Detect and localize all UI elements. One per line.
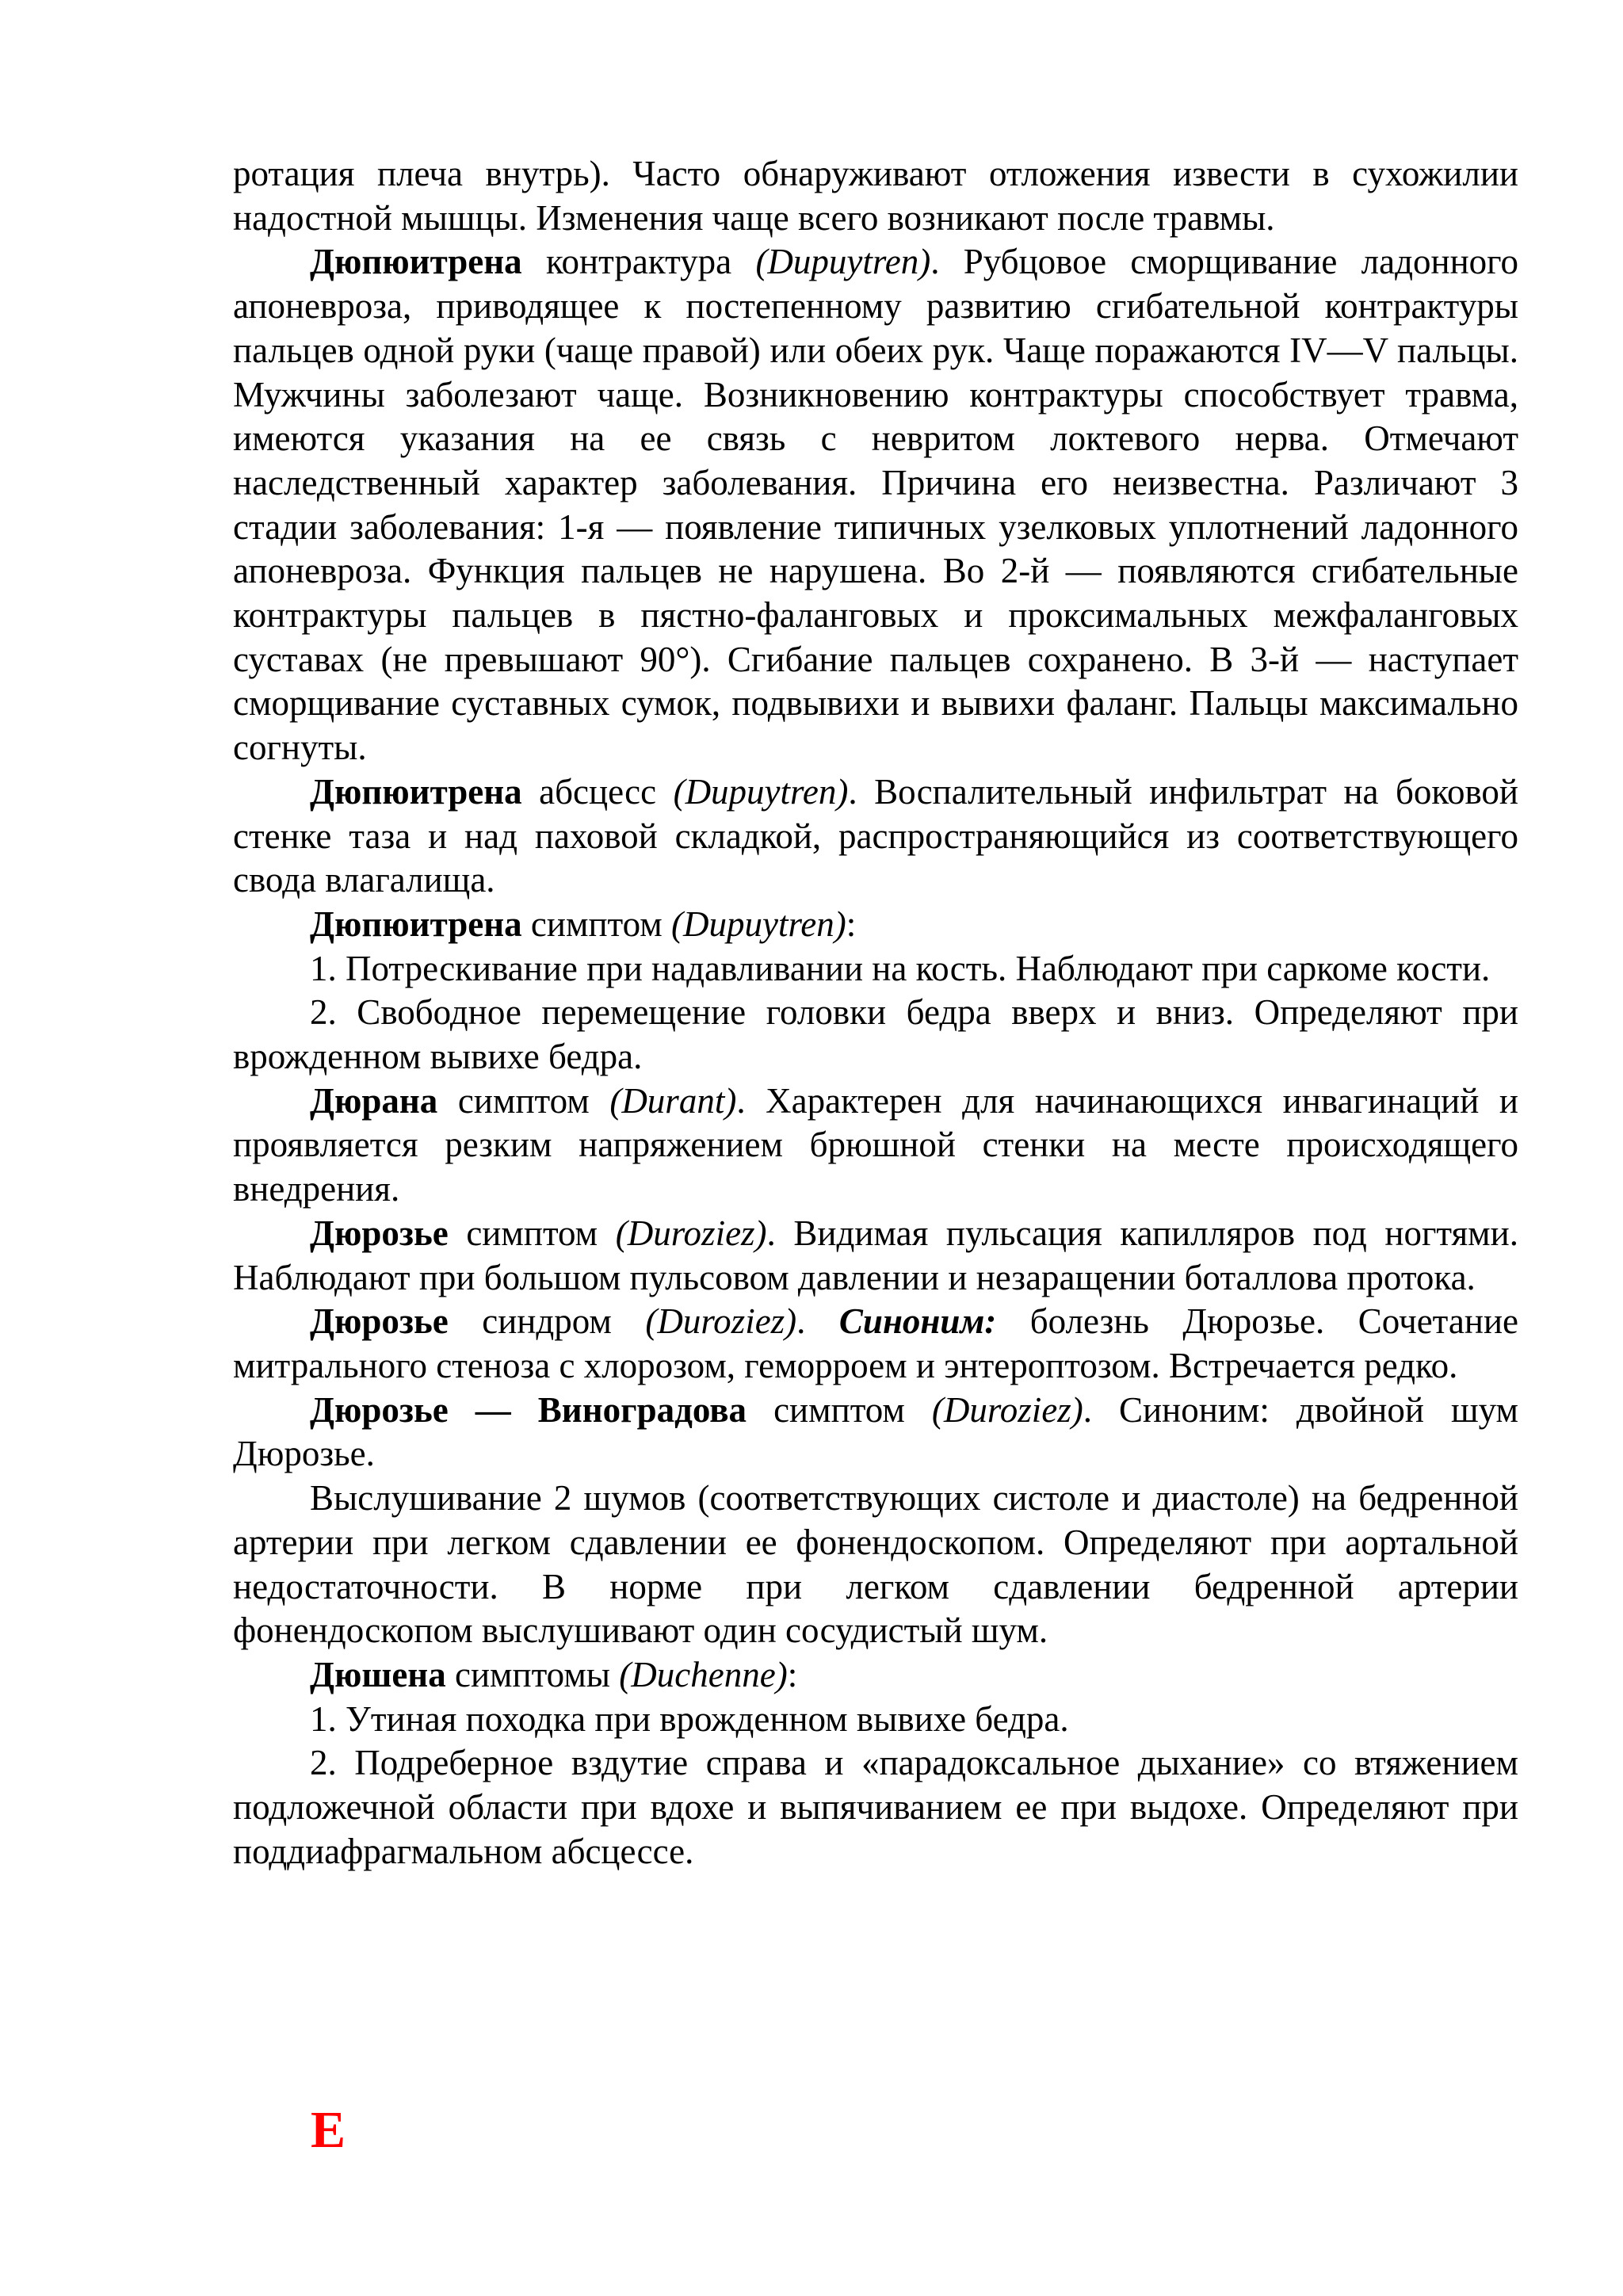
entry-duroziez-vinogradov-symptom xyxy=(233,1389,1518,1477)
entry-term: Дюрана xyxy=(310,1080,438,1121)
entry-text: : xyxy=(846,904,857,944)
entry-latin: (Duroziez) xyxy=(931,1389,1083,1430)
document-body xyxy=(233,152,1518,1874)
entry-term: Дюрозье — Виноградова xyxy=(310,1389,747,1430)
entry-kind: симптом xyxy=(437,1080,610,1121)
entry-text: . Видимая пульсация капилляров под ногтями. Наблюдают при большом пульсовом давлении и незаращении боталлова протока. xyxy=(233,1213,1518,1297)
entry-text: болезнь Дюрозье. Сочетание митрального стеноза с хлорозом, геморроем и энтероптозом. Встречается редко. xyxy=(233,1301,1518,1385)
entry-term: Дюпюитрена xyxy=(310,242,522,282)
synonym-label: Синоним: xyxy=(838,1301,997,1342)
entry-duroziez-syndrome xyxy=(233,1300,1518,1388)
entry-term: Дюпюитрена xyxy=(310,904,522,944)
list-item-1: 1. Потрескивание при надавливании на кость. Наблюдают при саркоме кости. xyxy=(310,948,1491,988)
entry-text: : xyxy=(787,1654,798,1694)
entry-latin: (Duroziez) xyxy=(615,1213,767,1253)
paragraph-description: Выслушивание 2 шумов (соответствующих систоле и диастоле) на бедренной артерии при легком сдавлении ее фонендоскопом. Определяют при аортальной недостаточности. В норме при легком сдавлении бедренной артерии фонендоскопом выслушивают один сосудистый шум. xyxy=(233,1478,1518,1651)
entry-latin: (Dupuytren) xyxy=(670,904,846,944)
list-item-2: 2. Подреберное вздутие справа и «парадоксальное дыхание» со втяжением подложечной области при вдохе и выпячиванием ее при выдохе. Определяют при поддиафрагмальном абсцессе. xyxy=(233,1743,1518,1871)
entry-kind: симптомы xyxy=(445,1654,620,1694)
entry-dupuytren-symptom xyxy=(233,903,1518,947)
entry-kind: синдром xyxy=(448,1301,646,1342)
entry-text: . Характерен для начинающихся инвагинаций и проявляется резким напряжением брюшной стенки на месте происходящего внедрения. xyxy=(233,1080,1518,1209)
entry-text: . Рубцовое сморщивание ладонного апоневроза, приводящее к постепенному развитию сгибательной контрактуры пальцев одной руки (чаще правой) или обеих рук. Чаще поражаются IV—V пальцы. Мужчины заболезают чаще. Возникновению контрактуры способствует травма, имеются указания на ее связь с невритом локтевого нерва. Отмечают наследственный характер заболевания. Причина его неизвестна. Различают 3 стадии заболевания: 1-я — появление типичных узелковых уплотнений ладонного апоневроза. Функция пальцев не нарушена. Во 2-й — появляются сгибательные контрактуры пальцев в пястно-фаланговых и проксимальных межфаланговых суставах (не превышают 90°). Сгибание пальцев сохранено. В 3-й — наступает сморщивание суставных сумок, подвывихи и вывихи фаланг. Пальцы максимально согнуты. xyxy=(233,242,1518,768)
entry-kind: симптом xyxy=(448,1213,616,1253)
entry-duchenne-symptoms xyxy=(233,1653,1518,1698)
entry-kind: симптом xyxy=(521,904,671,944)
list-item-1: 1. Утиная походка при врожденном вывихе бедра. xyxy=(310,1698,1069,1739)
entry-kind: абсцесс xyxy=(521,771,674,812)
entry-kind: симптом xyxy=(747,1389,932,1430)
entry-latin: (Duroziez) xyxy=(645,1301,797,1342)
entry-latin: (Durant) xyxy=(609,1080,737,1121)
entry-text-a: . xyxy=(796,1301,839,1342)
section-letter-heading: Е xyxy=(311,2101,346,2159)
entry-term: Дюпюитрена xyxy=(310,771,522,812)
entry-term: Дюрозье xyxy=(310,1301,449,1342)
list-item-2: 2. Свободное перемещение головки бедра вверх и вниз. Определяют при врожденном вывихе бедра. xyxy=(233,992,1518,1077)
entry-durant-symptom xyxy=(233,1079,1518,1212)
entry-term: Дюрозье xyxy=(310,1213,449,1253)
entry-duroziez-symptom xyxy=(233,1212,1518,1300)
entry-dupuytren-abscess xyxy=(233,770,1518,903)
entry-text: . Воспалительный инфильтрат на боковой стенке таза и над паховой складкой, распространяющийся из соответствующего свода влагалища. xyxy=(233,771,1518,900)
entry-kind: контрактура xyxy=(521,242,756,282)
entry-dupuytren-contracture xyxy=(233,240,1518,770)
entry-text: . Синоним: двойной шум Дюрозье. xyxy=(233,1389,1518,1474)
entry-latin: (Duchenne) xyxy=(619,1654,788,1694)
paragraph-continuation: ротация плеча внутрь). Часто обнаруживают отложения извести в сухожилии надостной мышцы. Изменения чаще всего возникают после травмы. xyxy=(233,154,1518,238)
entry-term: Дюшена xyxy=(310,1654,446,1694)
entry-latin: (Dupuytren) xyxy=(755,242,931,282)
entry-latin: (Dupuytren) xyxy=(673,771,849,812)
